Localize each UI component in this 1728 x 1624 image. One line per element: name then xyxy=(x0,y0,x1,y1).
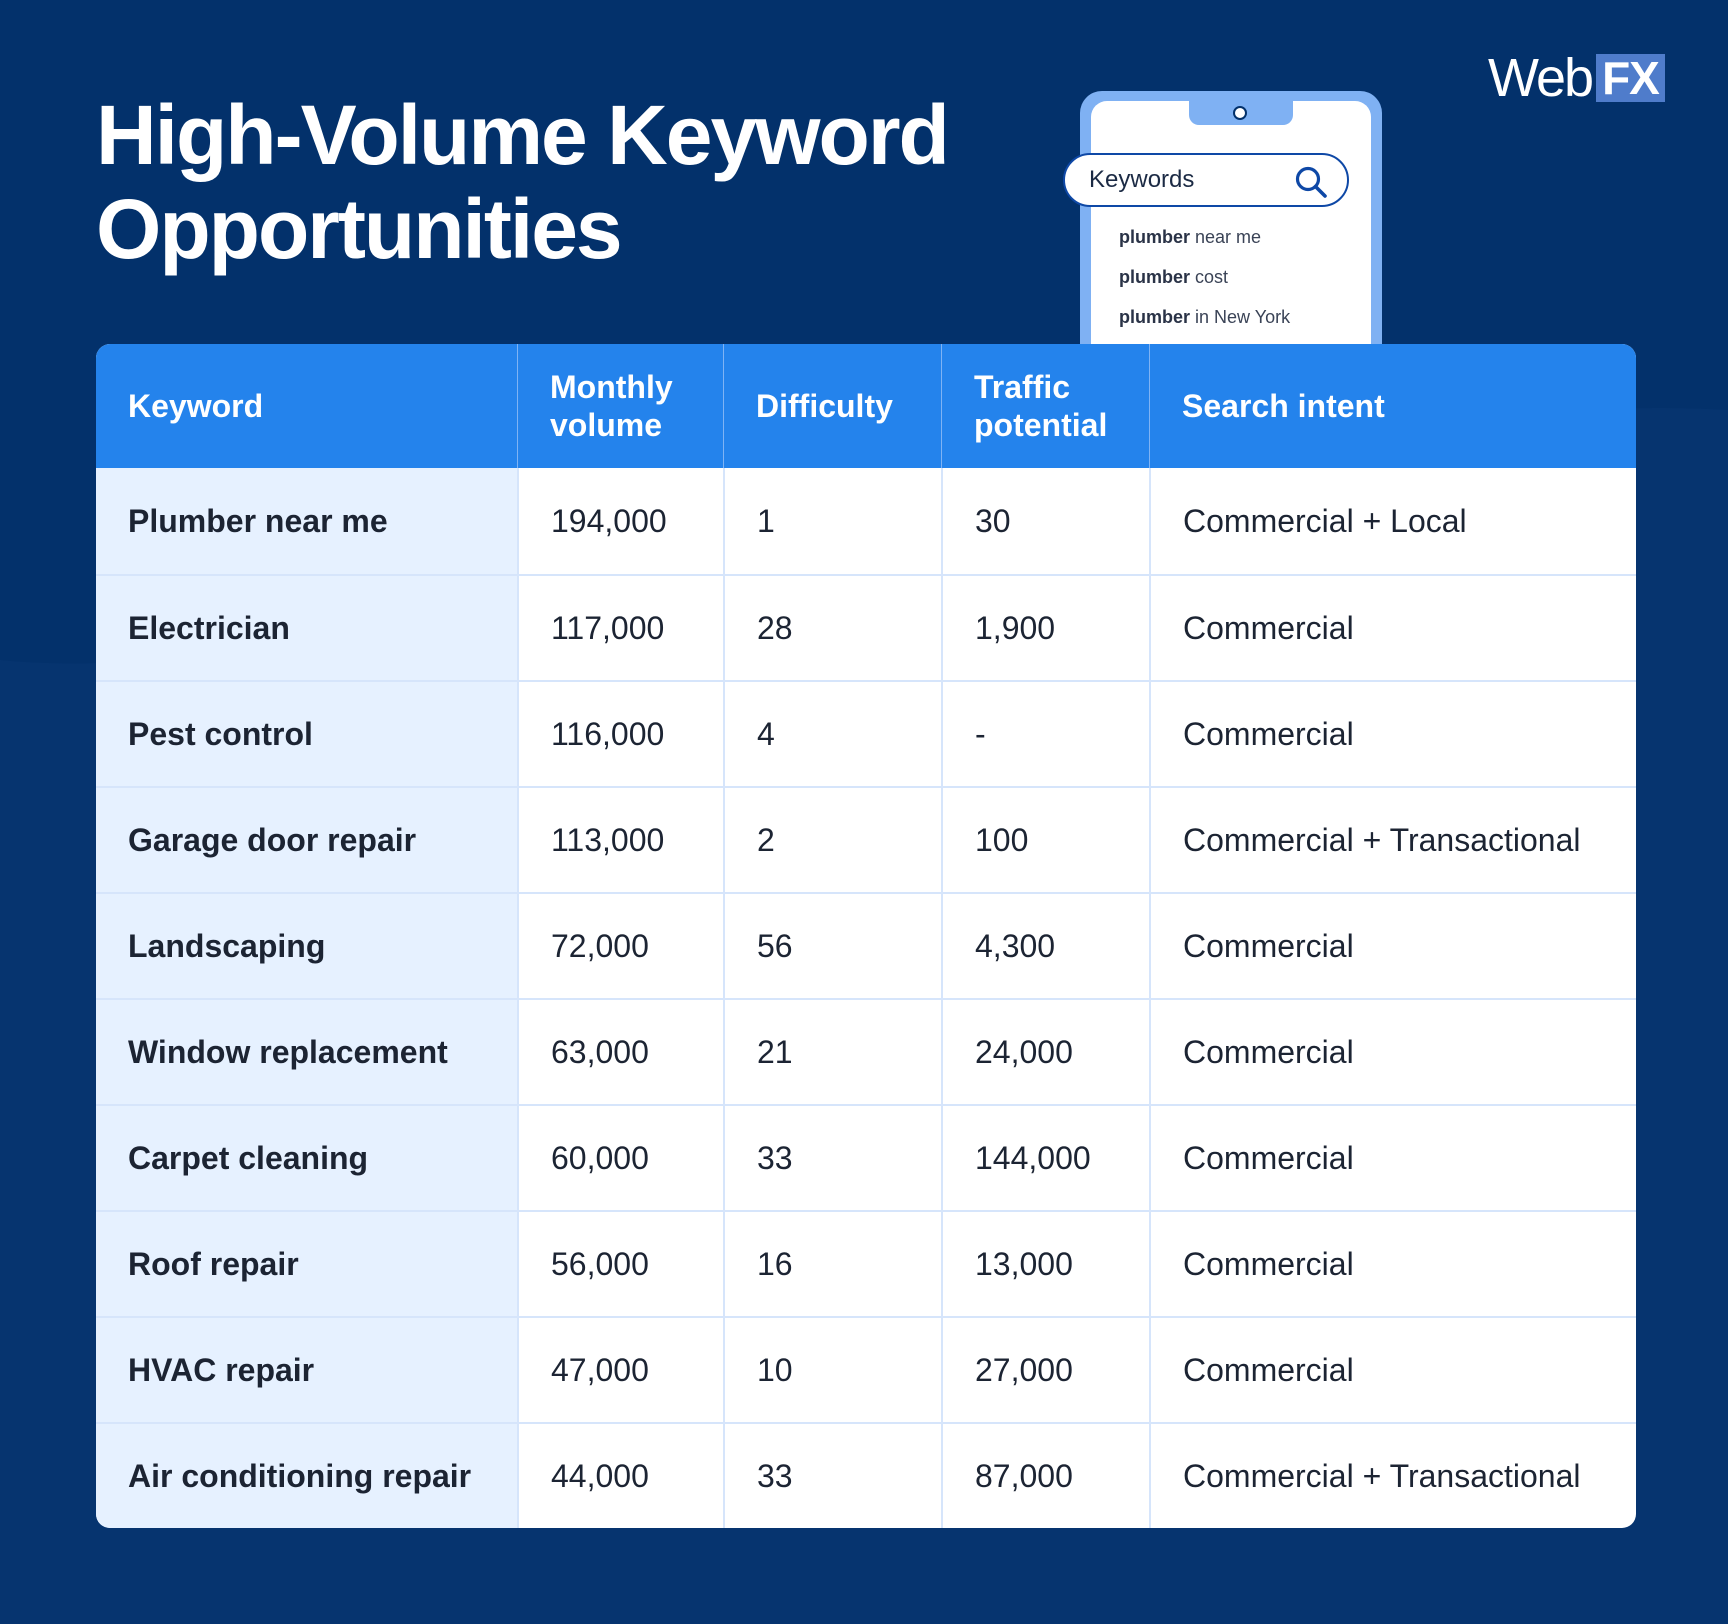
cell-keyword: Pest control xyxy=(96,682,517,786)
cell-difficulty: 1 xyxy=(723,468,941,574)
cell-traffic-potential: 144,000 xyxy=(941,1106,1149,1210)
cell-search-intent: Commercial xyxy=(1149,1000,1636,1104)
header-traffic-potential: Traffic potential xyxy=(941,344,1149,468)
cell-difficulty: 10 xyxy=(723,1318,941,1422)
table-row xyxy=(96,892,1636,998)
search-suggestions xyxy=(1119,224,1290,344)
header-search-intent: Search intent xyxy=(1149,344,1636,468)
header-keyword: Keyword xyxy=(128,388,264,424)
table-row xyxy=(96,574,1636,680)
cell-difficulty: 4 xyxy=(723,682,941,786)
suggestion-item xyxy=(1119,224,1290,264)
cell-monthly-volume: 117,000 xyxy=(517,576,723,680)
cell-keyword: Electrician xyxy=(96,576,517,680)
cell-traffic-potential: - xyxy=(941,682,1149,786)
suggestion-bold: plumber xyxy=(1119,307,1191,327)
cell-difficulty: 33 xyxy=(723,1424,941,1528)
cell-difficulty: 28 xyxy=(723,576,941,680)
suggestion-rest: cost xyxy=(1190,267,1229,287)
table-row xyxy=(96,786,1636,892)
cell-monthly-volume: 47,000 xyxy=(517,1318,723,1422)
suggestion-item xyxy=(1119,264,1290,304)
table-row xyxy=(96,1422,1636,1528)
cell-search-intent: Commercial + Transactional xyxy=(1149,1424,1636,1528)
cell-traffic-potential: 13,000 xyxy=(941,1212,1149,1316)
cell-difficulty: 56 xyxy=(723,894,941,998)
suggestion-item xyxy=(1119,304,1290,344)
cell-search-intent: Commercial xyxy=(1149,1106,1636,1210)
cell-monthly-volume: 72,000 xyxy=(517,894,723,998)
cell-keyword: Plumber near me xyxy=(96,468,517,574)
table-row xyxy=(96,998,1636,1104)
cell-search-intent: Commercial + Local xyxy=(1149,468,1636,574)
cell-search-intent: Commercial xyxy=(1149,1212,1636,1316)
cell-traffic-potential: 87,000 xyxy=(941,1424,1149,1528)
cell-traffic-potential: 1,900 xyxy=(941,576,1149,680)
cell-monthly-volume: 113,000 xyxy=(517,788,723,892)
keyword-search-bar xyxy=(1063,153,1349,207)
cell-keyword: HVAC repair xyxy=(96,1318,517,1422)
cell-search-intent: Commercial xyxy=(1149,682,1636,786)
page-title xyxy=(96,88,948,276)
search-icon xyxy=(1293,164,1329,200)
table-row xyxy=(96,1210,1636,1316)
table-header-row xyxy=(96,344,1636,468)
cell-keyword: Garage door repair xyxy=(96,788,517,892)
cell-search-intent: Commercial xyxy=(1149,1318,1636,1422)
phone-notch xyxy=(1189,101,1293,125)
table-body xyxy=(96,468,1636,1528)
cell-traffic-potential: 100 xyxy=(941,788,1149,892)
suggestion-rest: near me xyxy=(1190,227,1262,247)
cell-keyword: Carpet cleaning xyxy=(96,1106,517,1210)
table-row xyxy=(96,680,1636,786)
page-title-line-2: Opportunities xyxy=(96,182,621,276)
suggestion-bold: plumber xyxy=(1119,227,1191,247)
suggestion-rest: in New York xyxy=(1190,307,1291,327)
cell-monthly-volume: 63,000 xyxy=(517,1000,723,1104)
header-monthly-volume: Monthly volume xyxy=(517,344,723,468)
phone-camera-icon xyxy=(1233,106,1247,120)
table-row xyxy=(96,468,1636,574)
cell-search-intent: Commercial xyxy=(1149,576,1636,680)
header-difficulty: Difficulty xyxy=(723,344,941,468)
cell-traffic-potential: 27,000 xyxy=(941,1318,1149,1422)
cell-search-intent: Commercial + Transactional xyxy=(1149,788,1636,892)
cell-difficulty: 16 xyxy=(723,1212,941,1316)
table-row xyxy=(96,1104,1636,1210)
cell-difficulty: 21 xyxy=(723,1000,941,1104)
page-title-line-1: High-Volume Keyword xyxy=(96,88,948,182)
cell-traffic-potential: 30 xyxy=(941,468,1149,574)
cell-keyword: Window replacement xyxy=(96,1000,517,1104)
cell-monthly-volume: 60,000 xyxy=(517,1106,723,1210)
logo-fx-text: FX xyxy=(1596,54,1665,102)
cell-keyword: Air conditioning repair xyxy=(96,1424,517,1528)
cell-monthly-volume: 194,000 xyxy=(517,468,723,574)
webfx-logo xyxy=(1488,48,1665,108)
cell-monthly-volume: 116,000 xyxy=(517,682,723,786)
cell-keyword: Roof repair xyxy=(96,1212,517,1316)
cell-difficulty: 33 xyxy=(723,1106,941,1210)
cell-keyword: Landscaping xyxy=(96,894,517,998)
cell-search-intent: Commercial xyxy=(1149,894,1636,998)
search-bar-text: Keywords xyxy=(1089,166,1195,193)
cell-monthly-volume: 44,000 xyxy=(517,1424,723,1528)
logo-web-text: Web xyxy=(1488,48,1593,108)
cell-difficulty: 2 xyxy=(723,788,941,892)
suggestion-bold: plumber xyxy=(1119,267,1191,287)
keyword-table xyxy=(96,344,1636,1528)
cell-traffic-potential: 4,300 xyxy=(941,894,1149,998)
table-row xyxy=(96,1316,1636,1422)
cell-traffic-potential: 24,000 xyxy=(941,1000,1149,1104)
cell-monthly-volume: 56,000 xyxy=(517,1212,723,1316)
